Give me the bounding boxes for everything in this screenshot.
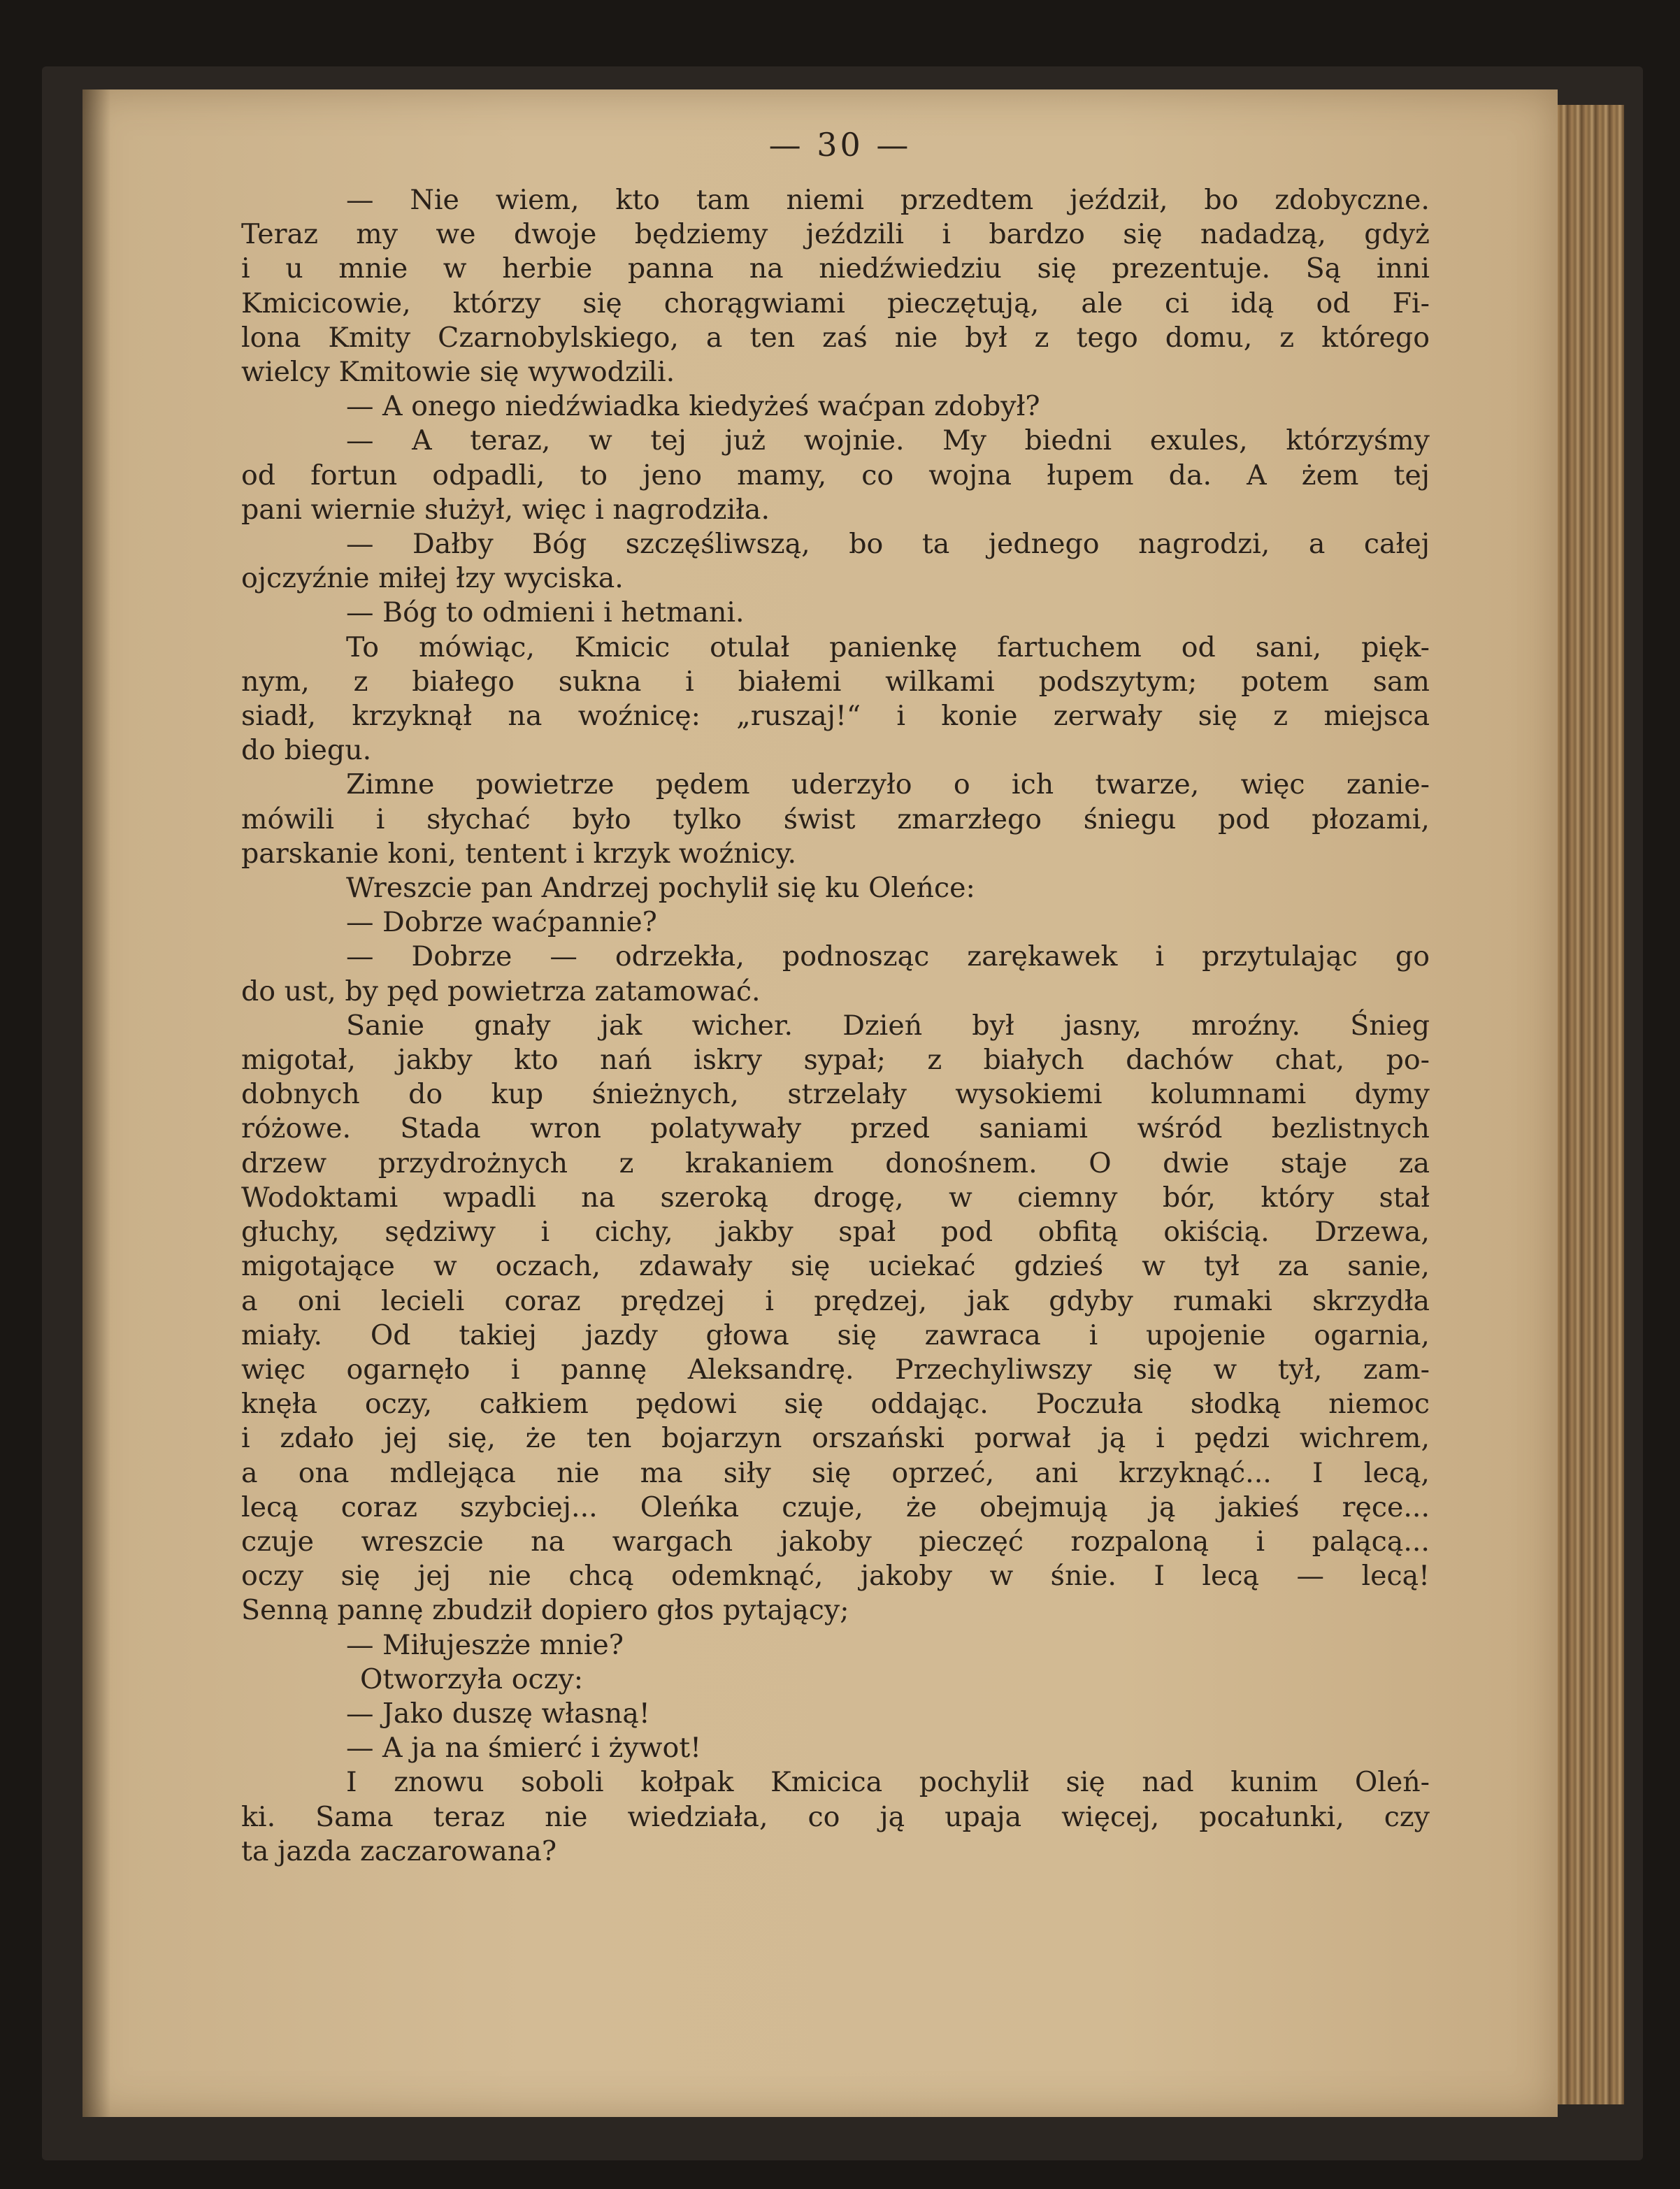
text-line: pani wiernie służył, więc i nagrodziła. bbox=[241, 493, 770, 526]
text-line: i u mnie w herbie panna na niedźwiedziu się prezentuje. Są inni bbox=[241, 252, 1430, 285]
text-line: — A teraz, w tej już wojnie. My biedni exules, którzyśmy bbox=[346, 424, 1430, 457]
text-line: od fortun odpadli, to jeno mamy, co wojna łupem da. A żem tej bbox=[241, 459, 1430, 491]
text-line: ki. Sama teraz nie wiedziała, co ją upaja więcej, pocałunki, czy bbox=[241, 1800, 1430, 1833]
text-line: — Nie wiem, kto tam niemi przedtem jeździł, bo zdobyczne. bbox=[346, 184, 1430, 216]
text-line: do biegu. bbox=[241, 734, 372, 767]
text-line: — Dobrze — odrzekła, podnosząc zarękawek i przytulając go bbox=[346, 940, 1430, 973]
text-line: lona Kmity Czarnobylskiego, a ten zaś nie był z tego domu, z którego bbox=[241, 321, 1430, 354]
text-line: oczy się jej nie chcą odemknąć, jakoby w śnie. I lecą — lecą! bbox=[241, 1560, 1430, 1593]
text-line: a oni lecieli coraz prędzej i prędzej, jak gdyby rumaki skrzydła bbox=[241, 1284, 1430, 1317]
text-line: — Miłujeszże mnie? bbox=[346, 1628, 624, 1661]
text-line: dobnych do kup śnieżnych, strzelały wysokiemi kolumnami dymy bbox=[241, 1078, 1430, 1111]
page-number: — 30 — bbox=[768, 126, 912, 164]
text-line: mówili i słychać było tylko świst zmarzłego śniegu pod płozami, bbox=[241, 803, 1430, 835]
text-line: drzew przydrożnych z krakaniem donośnem. O dwie staje za bbox=[241, 1147, 1430, 1179]
text-line: — Dobrze waćpannie? bbox=[346, 906, 657, 939]
text-line: parskanie koni, tentent i krzyk woźnicy. bbox=[241, 837, 797, 870]
text-line: lecą coraz szybciej... Oleńka czuje, że obejmują ją jakieś ręce... bbox=[241, 1491, 1430, 1523]
text-line: głuchy, sędziwy i cichy, jakby spał pod obfitą okiścią. Drzewa, bbox=[241, 1216, 1430, 1249]
text-line: wielcy Kmitowie się wywodzili. bbox=[241, 356, 675, 389]
text-line: i zdało jej się, że ten bojarzyn orszański porwał ją i pędzi wichrem, bbox=[241, 1422, 1430, 1455]
text-line: ojczyźnie miłej łzy wyciska. bbox=[241, 562, 624, 595]
text-line: Senną pannę zbudził dopiero głos pytający; bbox=[241, 1594, 849, 1627]
text-line: Wreszcie pan Andrzej pochylił się ku Oleńce: bbox=[346, 872, 975, 905]
text-line: do ust, by pęd powietrza zatamować. bbox=[241, 975, 761, 1007]
text-line: Sanie gnały jak wicher. Dzień był jasny, mroźny. Śnieg bbox=[346, 1009, 1430, 1042]
text-line: różowe. Stada wron polatywały przed saniami wśród bezlistnych bbox=[241, 1112, 1430, 1145]
text-line: — A ja na śmierć i żywot! bbox=[346, 1732, 701, 1765]
text-line: — Bóg to odmieni i hetmani. bbox=[346, 596, 745, 629]
text-line: — Dałby Bóg szczęśliwszą, bo ta jednego nagrodzi, a całej bbox=[346, 528, 1430, 561]
text-line: Kmicicowie, którzy się chorągwiami pieczętują, ale ci idą od Fi- bbox=[241, 287, 1430, 320]
page-edges bbox=[1558, 105, 1624, 2104]
text-line: Otworzyła oczy: bbox=[360, 1663, 584, 1695]
text-line: Teraz my we dwoje będziemy jeździli i bardzo się nadadzą, gdyż bbox=[241, 218, 1430, 251]
text-line: — A onego niedźwiadka kiedyżeś waćpan zdobył? bbox=[346, 390, 1040, 423]
body-text bbox=[241, 183, 1430, 1869]
text-line: I znowu soboli kołpak Kmicica pochylił się nad kunim Oleń- bbox=[346, 1766, 1430, 1799]
text-line: migotające w oczach, zdawały się uciekać gdzieś w tył za sanie, bbox=[241, 1250, 1430, 1283]
text-line: — Jako duszę własną! bbox=[346, 1697, 650, 1730]
text-line: Wodoktami wpadli na szeroką drogę, w ciemny bór, który stał bbox=[241, 1181, 1430, 1214]
text-line: siadł, krzyknął na woźnicę: „ruszaj!“ i konie zerwały się z miejsca bbox=[241, 700, 1430, 733]
spine-shadow bbox=[82, 89, 110, 2117]
text-line: miały. Od takiej jazdy głowa się zawraca i upojenie ogarnia, bbox=[241, 1319, 1430, 1351]
text-line: nym, z białego sukna i białemi wilkami podszytym; potem sam bbox=[241, 665, 1430, 698]
text-line: knęła oczy, całkiem pędowi się oddając. Poczuła słodką niemoc bbox=[241, 1388, 1430, 1421]
text-line: migotał, jakby kto nań iskry sypał; z białych dachów chat, po- bbox=[241, 1044, 1430, 1077]
text-line: To mówiąc, Kmicic otulał panienkę fartuchem od sani, pięk- bbox=[346, 631, 1430, 663]
text-line: czuje wreszcie na wargach jakoby pieczęć rozpaloną i palącą... bbox=[241, 1525, 1430, 1558]
text-line: ta jazda zaczarowana? bbox=[241, 1835, 557, 1867]
text-line: Zimne powietrze pędem uderzyło o ich twarze, więc zanie- bbox=[346, 768, 1430, 801]
text-line: więc ogarnęło i pannę Aleksandrę. Przechyliwszy się w tył, zam- bbox=[241, 1353, 1430, 1386]
text-line: a ona mdlejąca nie ma siły się oprzeć, ani krzyknąć... I lecą, bbox=[241, 1456, 1430, 1489]
